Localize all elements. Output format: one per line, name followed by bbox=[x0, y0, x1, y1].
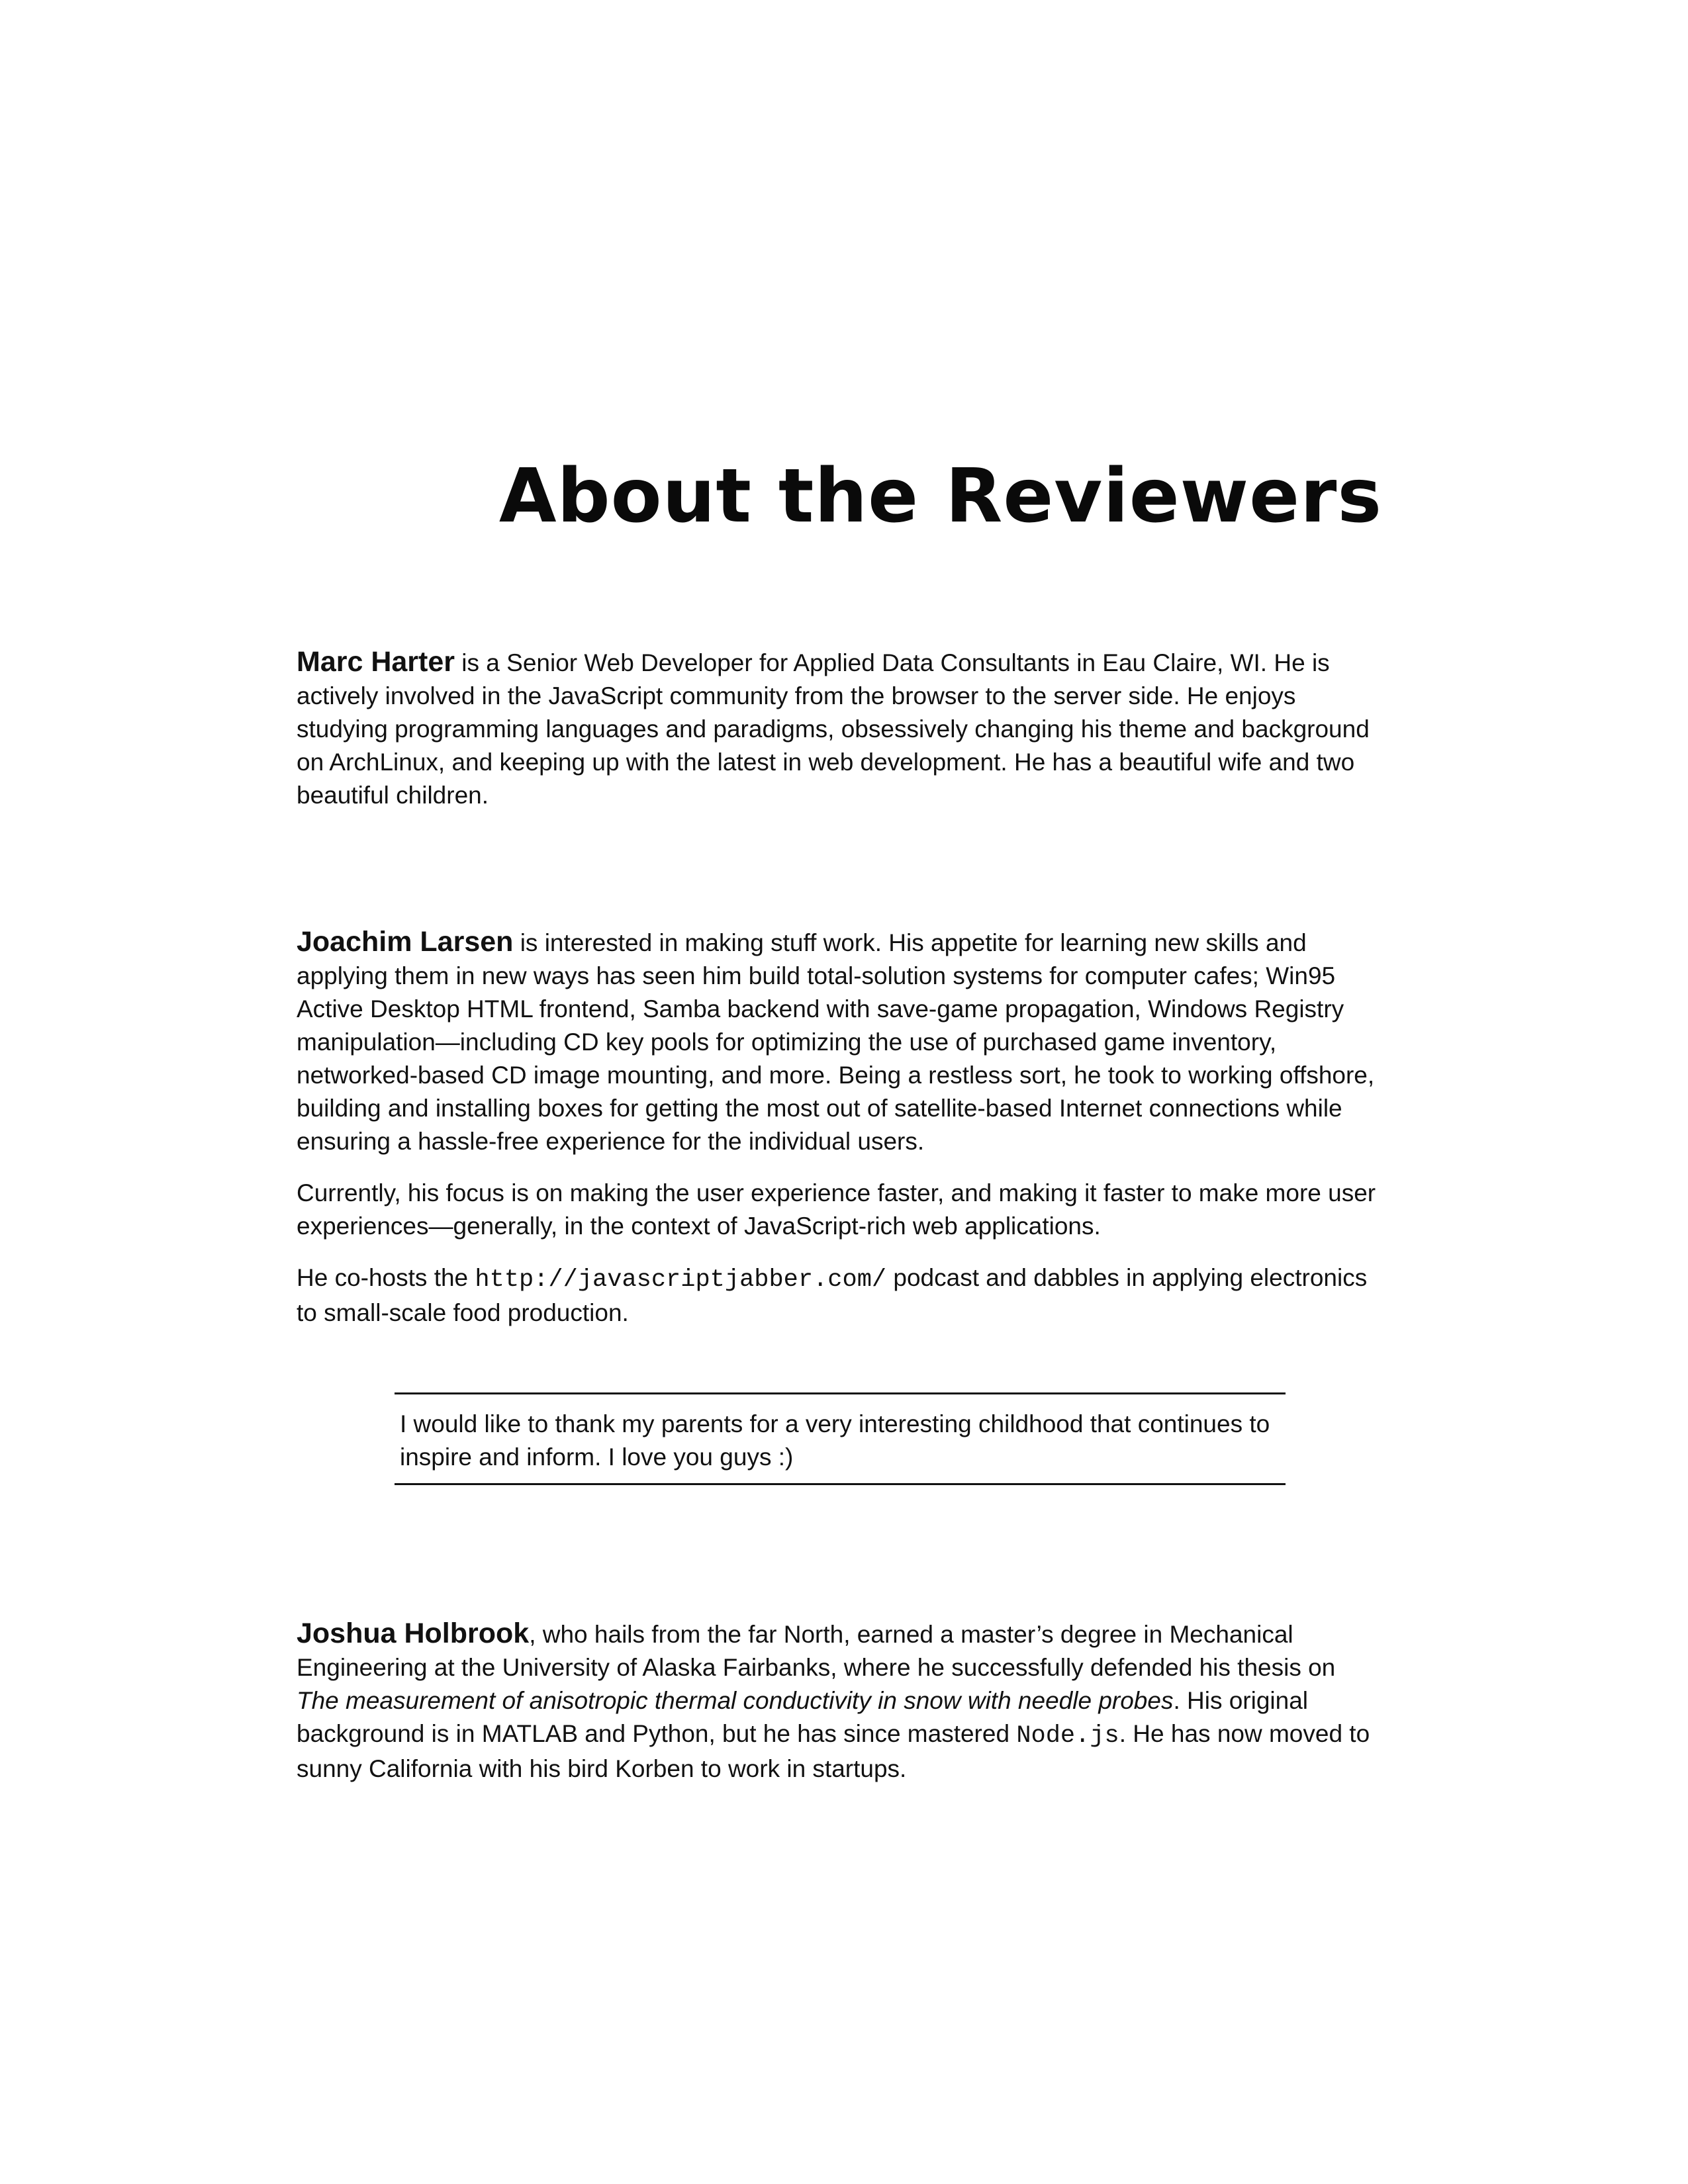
bio-paragraph: Currently, his focus is on making the user experience faster, and making it faster to make more user experiences—generally, in the context of JavaScript-rich web applications. bbox=[297, 1179, 1376, 1240]
bio-text: . He has now moved to sunny California with his bird Korben to work in startups. bbox=[297, 1720, 1370, 1782]
page-title: About the Reviewers bbox=[498, 453, 1382, 539]
bio-text: is a Senior Web Developer for Applied Data Consultants in Eau Claire, WI. He is actively involved in the JavaScript community from the browser to the server side. He enjoys studying programming languages and paradigms, obsessively changing his theme and background on ArchLinux, and keeping up with the latest in web development. He has a beautiful wife and two beautiful children. bbox=[297, 649, 1370, 809]
reviewer-bio-joachim-larsen bbox=[297, 925, 1382, 1348]
acknowledgement-box bbox=[395, 1392, 1286, 1485]
bio-text: podcast and dabbles in applying electronics to small-scale food production. bbox=[297, 1264, 1368, 1326]
bio-text: is interested in making stuff work. His appetite for learning new skills and applying them in new ways has seen him build total-solution systems for computer cafes; Win95 Active Desktop HTML frontend, Samba backend with save-game propagation, Windows Registry manipulation—including CD key pools for optimizing the use of purchased game inventory, networked-based CD image mounting, and more. Being a restless sort, he took to working offshore, building and installing boxes for getting the most out of satellite-based Internet connections while ensuring a hassle-free experience for the individual users. bbox=[297, 929, 1375, 1155]
bio-text: He co-hosts the bbox=[297, 1264, 475, 1291]
podcast-url: http://javascriptjabber.com/ bbox=[475, 1266, 887, 1294]
bio-paragraph bbox=[297, 645, 1382, 812]
acknowledgement-text: I would like to thank my parents for a very interesting childhood that continues to inspire and inform. I love you guys :) bbox=[400, 1410, 1270, 1471]
reviewer-bio-marc-harter bbox=[297, 645, 1382, 831]
reviewer-name: Joachim Larsen bbox=[297, 926, 514, 958]
reviewer-bio-joshua-holbrook bbox=[297, 1617, 1382, 1804]
bio-paragraph bbox=[297, 1617, 1382, 1786]
bio-paragraph bbox=[297, 925, 1382, 1158]
reviewer-name: Joshua Holbrook bbox=[297, 1617, 530, 1649]
bio-paragraph bbox=[297, 1261, 1382, 1330]
reviewer-name: Marc Harter bbox=[297, 646, 455, 678]
bio-text: . His original background is in MATLAB and Python, but he has since mastered bbox=[297, 1687, 1309, 1747]
thesis-title: The measurement of anisotropic thermal conductivity in snow with needle probes bbox=[297, 1687, 1174, 1714]
tech-name: Node.js bbox=[1016, 1722, 1119, 1750]
bio-text: , who hails from the far North, earned a master’s degree in Mechanical Engineering at the University of Alaska Fairbanks, where he successfully defended his thesis on bbox=[297, 1621, 1336, 1681]
